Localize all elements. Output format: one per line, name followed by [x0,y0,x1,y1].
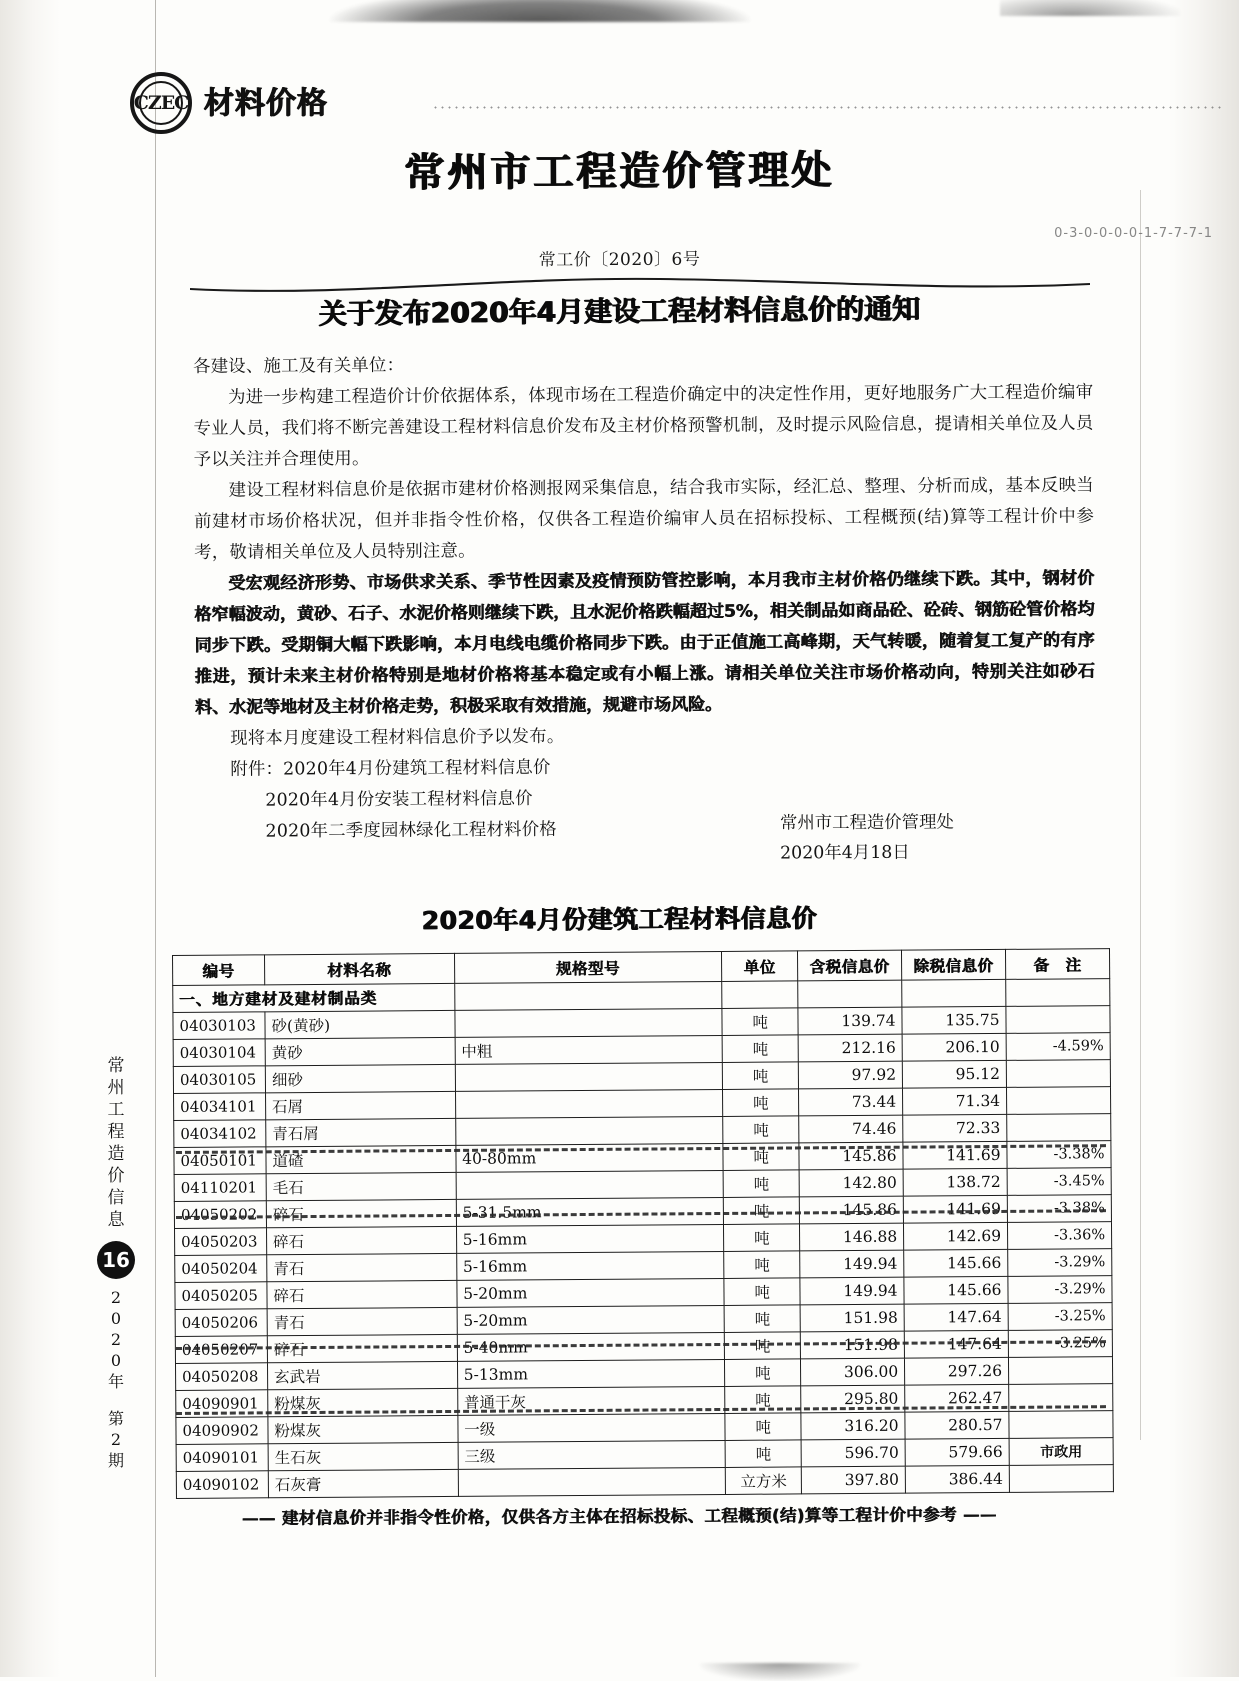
cell-tax-price: 316.20 [801,1412,905,1440]
side-rail-issue: 第 2 期 [107,1409,124,1470]
cell-note: -3.38% [1007,1141,1111,1169]
cell-nettax-price: 135.75 [902,1006,1006,1034]
cell-spec: 5-20mm [457,1278,725,1307]
cell-name: 粉煤灰 [268,1415,458,1443]
cell-code: 04030104 [173,1039,265,1067]
cell-name: 毛石 [266,1172,456,1200]
cell-nettax-price: 147.64 [904,1330,1008,1358]
cell-code: 04050101 [174,1147,266,1175]
signature-organization: 常州市工程造价管理处 [779,812,954,834]
czec-logo-icon [130,72,192,134]
section-tax-blank [798,980,902,1008]
cell-tax-price: 295.80 [801,1385,905,1413]
paragraph-3-highlight: 受宏观经济形势、市场供求关系、季节性因素及疫情预防管控影响，本月我市主材价格仍继续下跌。其中，钢材价格窄幅波动，黄砂、石子、水泥价格则继续下跌，且水泥价格跌幅超过5%，相关制品如商品砼、砼砖、钢筋砼管价格均同步下跌。受期铜大幅下跌影响，本月电线电缆价格同步下跌。由于正值施工高峰期，天气转暖，随着复工复产的有序推进，预计未来主材价格特别是地材价格将基本稳定或有小幅上涨。请相关单位关注市场价格动向，特别关注如砂石料、水泥等地材及主材价格走势，积极采取有效措施，规避市场风险。 [194,568,1096,718]
paragraph-1: 为进一步构建工程造价计价依据体系，体现市场在工程造价确定中的决定性作用，更好地服务广大工程造价编审专业人员，我们将不断完善建设工程材料信息价发布及主材价格预警机制，及时提示风险信息，提请相关单位及人员予以关注并合理使用。 [193,382,1094,470]
cell-spec: 5-16mm [456,1251,724,1280]
cell-unit: 吨 [725,1359,801,1387]
cell-tax-price: 142.80 [799,1169,903,1197]
cell-unit: 吨 [722,1035,798,1063]
document-number: 常工价〔2020〕6号 [538,249,701,271]
cell-name: 碎石 [267,1334,457,1362]
notice-body [193,347,1096,848]
th-code: 编号 [173,955,265,986]
cell-note: -3.29% [1008,1249,1112,1277]
cell-unit: 吨 [723,1116,799,1144]
cell-code: 04050205 [175,1282,267,1310]
price-table-title: 2020年4月份建筑工程材料信息价 [421,903,818,936]
cell-unit: 吨 [723,1062,799,1090]
cell-unit: 吨 [724,1251,800,1279]
cell-tax-price: 306.00 [801,1358,905,1386]
cell-tax-price: 596.70 [801,1439,905,1467]
th-note: 备 注 [1006,949,1110,980]
cell-tax-price: 397.80 [801,1466,905,1494]
cell-tax-price: 151.98 [800,1331,904,1359]
cell-name: 碎石 [266,1199,456,1227]
cell-note: -4.59% [1006,1033,1110,1061]
cell-name: 石屑 [265,1091,455,1119]
cell-code: 04050204 [175,1255,267,1283]
cell-nettax-price: 72.33 [903,1114,1007,1142]
cell-spec: 普通干灰 [457,1386,725,1415]
cell-note [1009,1465,1113,1493]
masthead [130,72,1130,134]
cell-code: 04090102 [176,1471,268,1499]
cell-nettax-price: 579.66 [905,1438,1009,1466]
cell-nettax-price: 145.66 [904,1276,1008,1304]
cell-spec: 三级 [458,1440,726,1469]
scan-smudge-top [330,0,750,22]
cell-code: 04050202 [174,1201,266,1229]
cell-unit: 吨 [725,1440,801,1468]
cell-code: 04090902 [176,1417,268,1445]
cell-tax-price: 73.44 [799,1088,903,1116]
cell-nettax-price: 141.69 [903,1195,1007,1223]
cell-nettax-price: 138.72 [903,1168,1007,1196]
cell-unit: 吨 [725,1386,801,1414]
scan-smudge-bottom [700,1663,860,1681]
masthead-label: 材料价格 [204,86,328,121]
cell-name: 黄砂 [265,1037,455,1065]
signature-date: 2020年4月18日 [780,842,910,864]
signature-block [780,808,954,869]
cell-nettax-price: 141.69 [903,1141,1007,1169]
cell-unit: 吨 [725,1332,801,1360]
cell-spec [455,1116,723,1145]
cell-unit: 吨 [725,1413,801,1441]
section-unit-blank [722,981,798,1009]
section-nettax-blank [902,979,1006,1007]
cell-code: 04090101 [176,1444,268,1472]
cell-nettax-price: 142.69 [904,1222,1008,1250]
cell-code: 04034101 [174,1093,266,1121]
cell-code: 04090901 [176,1390,268,1418]
notice-title: 关于发布2020年4月建设工程材料信息价的通知 [318,292,921,331]
cell-name: 道碴 [266,1145,456,1173]
cell-name: 石灰膏 [268,1469,458,1497]
cell-unit: 立方米 [726,1467,802,1495]
cell-code: 04050207 [175,1336,267,1364]
cell-unit: 吨 [724,1305,800,1333]
cell-note: -3.45% [1007,1168,1111,1196]
page-number-badge: 16 [97,1241,135,1279]
scan-smudge-top-right [1000,0,1180,16]
cell-tax-price: 97.92 [799,1061,903,1089]
cell-nettax-price: 206.10 [902,1033,1006,1061]
cell-nettax-price: 386.44 [905,1465,1009,1493]
cell-tax-price: 149.94 [800,1250,904,1278]
cell-unit: 吨 [723,1089,799,1117]
cell-spec [455,1089,723,1118]
masthead-dotted-rule [432,106,1222,109]
cell-spec: 5-20mm [457,1305,725,1334]
cell-unit: 吨 [724,1278,800,1306]
cell-note: -3.29% [1008,1276,1112,1304]
cell-note [1009,1411,1113,1439]
logo-text: CZEC [133,92,189,114]
cell-spec: 5-13mm [457,1359,725,1388]
cell-name: 生石灰 [268,1442,458,1470]
attachment-item-2: 2020年4月份安装工程材料信息价 [265,788,533,811]
cell-code: 04030103 [173,1012,265,1040]
th-nettax-price: 除税信息价 [902,949,1006,980]
page-right-fold-line [1140,190,1141,1440]
th-name: 材料名称 [264,953,454,984]
organization-title: 常州市工程造价管理处 [404,147,835,197]
cell-name: 砂(黄砂) [265,1010,455,1038]
cell-tax-price: 145.86 [799,1196,903,1224]
cell-tax-price: 146.88 [800,1223,904,1251]
cell-note [1007,1087,1111,1115]
cell-name: 玄武岩 [267,1361,457,1389]
cell-code: 04030105 [173,1066,265,1094]
section-spec-blank [454,981,722,1010]
cell-code: 04050208 [175,1363,267,1391]
cell-unit: 吨 [724,1224,800,1252]
paragraph-2: 建设工程材料信息价是依据市建材价格测报网采集信息，结合我市实际，经汇总、整理、分析而成，基本反映当前建材市场价格状况，但并非指令性价格，仅供各工程造价编审人员在招标投标、工程概预(结)算等工程计价中参考，敬请相关单位及人员特别注意。 [193,475,1095,563]
cell-name: 青石 [267,1253,457,1281]
cell-note [1009,1357,1113,1385]
side-rail-gap [92,1392,140,1408]
cell-spec: 5-40mm [457,1332,725,1361]
cell-tax-price: 149.94 [800,1277,904,1305]
attachment-list [195,749,1096,847]
cell-spec: 40-80mm [456,1143,724,1172]
cell-note: -3.25% [1008,1330,1112,1358]
cell-tax-price: 74.46 [799,1115,903,1143]
footer-disclaimer: —— 建材信息价并非指令性价格，仅供各方主体在招标投标、工程概预(结)算等工程计价中参考 —— [242,1505,997,1528]
cell-unit: 吨 [723,1143,799,1171]
cell-nettax-price: 147.64 [904,1303,1008,1331]
attachment-item-1: 附件：2020年4月份建筑工程材料信息价 [230,757,551,780]
cell-spec: 一级 [458,1413,726,1442]
cell-nettax-price: 262.47 [905,1384,1009,1412]
table-row [176,1465,1113,1499]
section-title: 一、地方建材及建材制品类 [173,983,455,1012]
cell-spec: 5-16mm [456,1224,724,1253]
cell-tax-price: 151.98 [800,1304,904,1332]
cell-tax-price: 145.86 [799,1142,903,1170]
cell-name: 碎石 [266,1226,456,1254]
table-body [173,979,1114,1499]
cell-nettax-price: 297.26 [905,1357,1009,1385]
cell-name: 青石屑 [266,1118,456,1146]
cell-name: 青石 [267,1307,457,1335]
cell-unit: 吨 [723,1170,799,1198]
cell-unit: 吨 [722,1008,798,1036]
cell-tax-price: 139.74 [798,1007,902,1035]
cell-spec: 中粗 [455,1035,723,1064]
cell-note: -3.38% [1007,1195,1111,1223]
side-rail-publication: 常 州 工 程 造 价 信 息 [107,1056,125,1230]
cell-code: 04034102 [174,1120,266,1148]
cell-spec: 5-31.5mm [456,1197,724,1226]
cell-note [1006,1006,1110,1034]
material-price-table [172,948,1114,1499]
cell-nettax-price: 145.66 [904,1249,1008,1277]
cell-name: 细砂 [265,1064,455,1092]
side-rail [92,1055,140,1471]
th-unit: 单位 [722,951,798,982]
th-tax-price: 含税信息价 [798,950,902,981]
cell-tax-price: 212.16 [798,1034,902,1062]
right-margin-digits: 0-3-0-0-0-0-1-7-7-7-1 [1054,226,1213,241]
cell-nettax-price: 280.57 [905,1411,1009,1439]
cell-code: 04050206 [175,1309,267,1337]
side-rail-year: 2 0 2 0 年 [107,1288,124,1391]
cell-spec [456,1170,724,1199]
section-note-blank [1006,979,1110,1007]
cell-note: -3.36% [1008,1222,1112,1250]
th-spec: 规格型号 [454,951,722,983]
cell-spec [458,1467,726,1496]
cell-nettax-price: 71.34 [903,1087,1007,1115]
paragraph-4: 现将本月度建设工程材料信息价予以发布。 [230,726,565,749]
cell-unit: 吨 [724,1197,800,1225]
attachment-item-3: 2020年二季度园林绿化工程材料价格 [265,819,557,842]
price-table-container [172,948,1114,1499]
cell-name: 碎石 [267,1280,457,1308]
cell-code: 04050203 [175,1228,267,1256]
cell-note: 市政用 [1009,1438,1113,1466]
cell-code: 04110201 [174,1174,266,1202]
cell-spec [455,1008,723,1037]
cell-name: 粉煤灰 [268,1388,458,1416]
cell-nettax-price: 95.12 [902,1060,1006,1088]
cell-note [1007,1114,1111,1142]
cell-note: -3.25% [1008,1303,1112,1331]
salutation: 各建设、施工及有关单位： [193,355,405,377]
cell-spec [455,1062,723,1091]
cell-note [1006,1060,1110,1088]
